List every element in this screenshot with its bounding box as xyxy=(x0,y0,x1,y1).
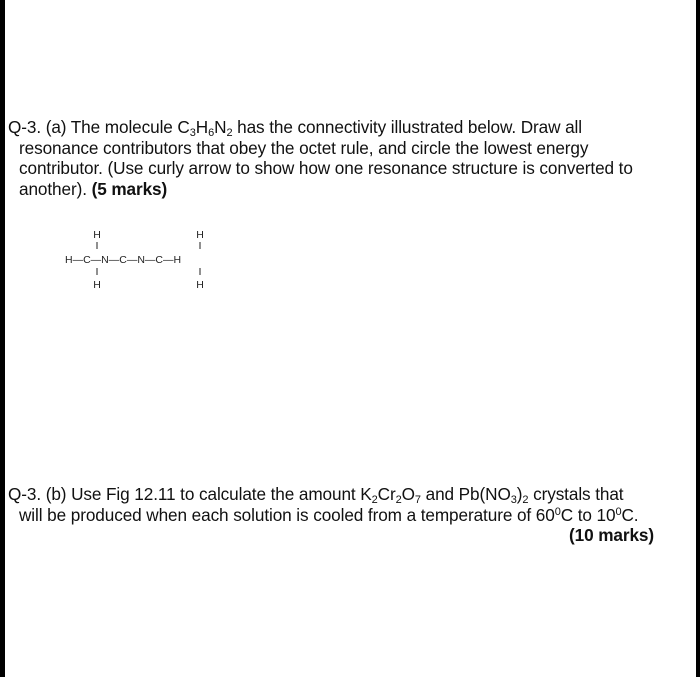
question-3a-line-3: contributor. (Use curly arrow to show how one resonance structure is converted to xyxy=(19,158,633,178)
document-page xyxy=(5,0,696,677)
top-h-left: H xyxy=(93,229,101,241)
question-3b-marks: (10 marks) xyxy=(569,525,654,545)
top-h-right: H xyxy=(196,229,204,241)
bottom-h-right: H xyxy=(196,279,204,291)
bottom-h-left: H xyxy=(93,279,101,291)
question-3a xyxy=(8,117,694,199)
structure-diagram xyxy=(60,226,250,298)
question-3b-line-2: will be produced when each solution is cooled from a temperature of $60^0C$ to $10^0C$. xyxy=(19,504,639,525)
question-3a-line-1: Q-3. (a) The molecule $C_3H_6N_2$ has the connectivity illustrated below. Draw all xyxy=(8,117,582,139)
question-3a-marks: (5 marks) xyxy=(91,178,168,199)
question-3b xyxy=(8,484,694,546)
question-3a-line-4: another). (5 marks) xyxy=(19,178,168,199)
main-chain: H—C—N—C—N—C—H xyxy=(65,254,182,266)
question-3a-line-2: resonance contributors that obey the octet rule, and circle the lowest energy xyxy=(19,137,589,158)
molecule-structure xyxy=(60,226,250,298)
question-3b-line-1: Q-3. (b) Use Fig 12.11 to calculate the amount $K_2Cr_2O_7$ and $Pb(NO_3)_2$ crystals that xyxy=(8,484,624,506)
